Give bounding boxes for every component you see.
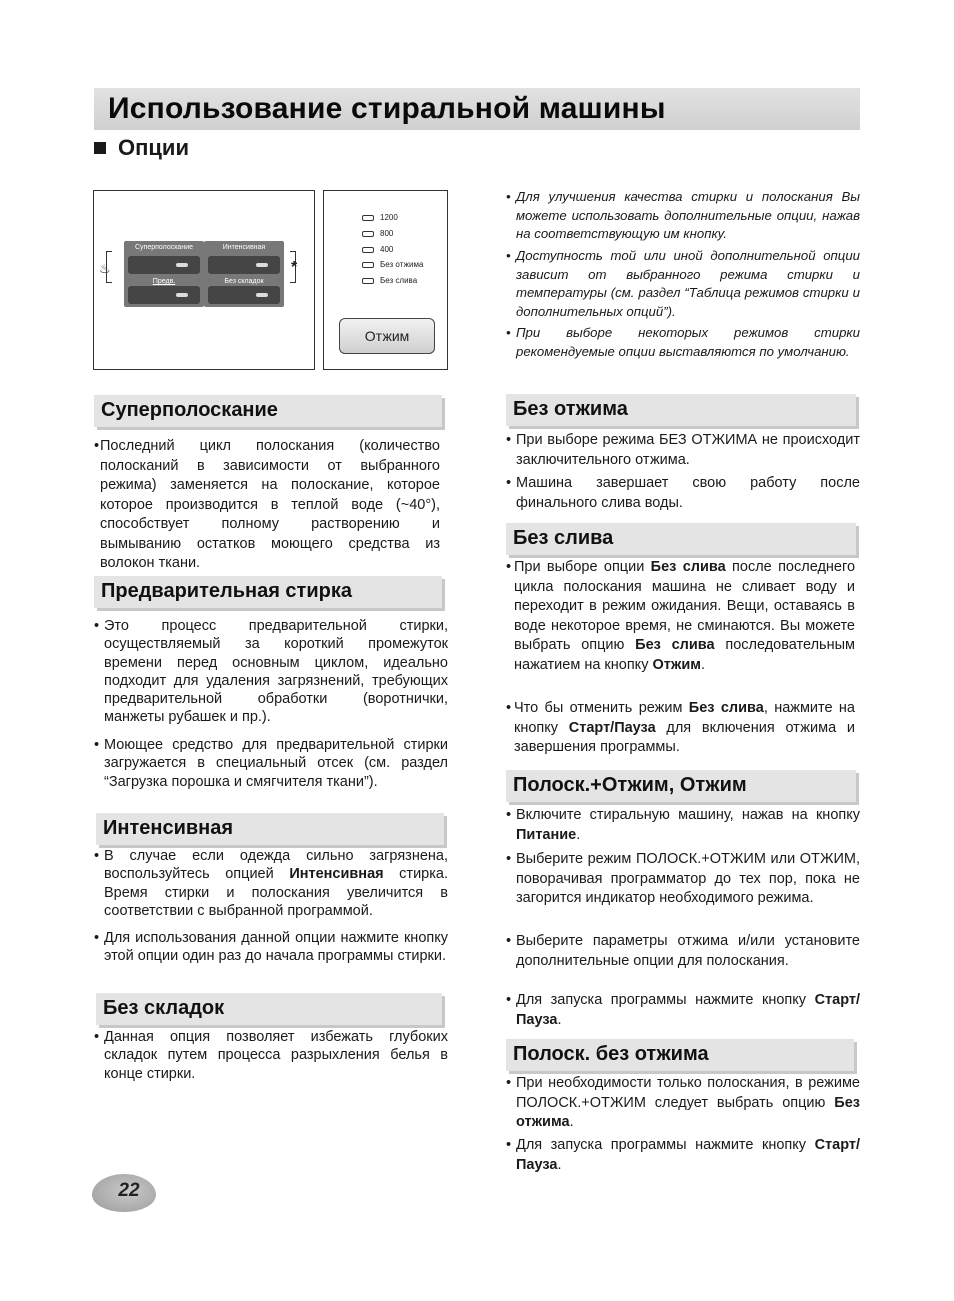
spin-option-label: 400 [380,245,394,254]
spin-led [362,215,374,221]
intensive-label: Интенсивная [222,244,266,251]
superrinse-heading: Суперполоскание [94,395,442,427]
nocrease-button[interactable] [208,286,280,304]
bullet: • [506,325,511,340]
bullet: • [506,851,512,867]
bullet: • [506,1137,512,1153]
superrinse-symbol-icon: ♨ [99,261,111,276]
subtitle-text: Опции [118,135,189,160]
spin-led [362,231,374,237]
rinsenospin-paragraph-2: • Для запуска программы нажмите кнопку Старт/Пауза. [506,1137,860,1173]
intro-paragraph-2: • Доступность той или иной дополнительной опции зависит от выбранного режима стирки и температуры (см. раздел “Таблица режимов стирки и дополнительных опций”). [506,248,860,319]
intro-paragraph-1: • Для улучшения качества стирки и полоскания Вы можете использовать дополнительные опции, нажав на соответствующую им кнопку. [506,189,860,241]
star-icon: * [291,259,298,276]
prewash-label: Предв. [152,278,176,285]
spin-option-label: Без отжима [380,260,424,269]
nospin-paragraph-1: • При выборе режима БЕЗ ОТЖИМА не происходит заключительного отжима. [506,432,860,468]
spin-option-row [362,274,417,287]
prewash-button[interactable] [128,286,200,304]
spin-button[interactable]: Отжим [339,318,435,354]
prewash-led [176,293,188,297]
page-title: Использование стиральной машины [108,92,666,125]
rinsespin-paragraph-4: • Для запуска программы нажмите кнопку Старт/Пауза. [506,992,860,1028]
spin-led [362,247,374,253]
intensive-paragraph-1: • В случае если одежда сильно загрязнена, воспользуйтесь опцией Интенсивная стирка. Время стирки и полоскания увеличится в соответствии с выбранной программой. [94,848,448,919]
intensive-nocrease-block [204,241,284,307]
prewash-paragraph-2: • Моющее средство для предварительной стирки загружается в специальный отсек (см. раздел “Загрузка порошка и смягчителя ткани”). [94,737,448,790]
superrinse-paragraph: • Последний цикл полоскания (количество полосканий в зависимости от выбранного режима) заменяется на полоскание, которое которое производится в теплой воде (~40°), способствует полному растворению и вымыванию остатков моющего средства из волокон ткани. [94,438,440,571]
superrinse-label: Суперполоскание [135,244,193,251]
spin-option-row [362,258,423,271]
superrinse-button[interactable] [128,256,200,274]
bullet: • [506,700,512,716]
intensive-heading: Интенсивная [96,813,444,845]
superrinse-prewash-block [124,241,204,307]
rinsenospin-paragraph-1: • При необходимости только полоскания, в режиме ПОЛОСК.+ОТЖИМ следует выбрать опцию Без отжима. [506,1075,860,1130]
spin-led [362,278,374,284]
bullet: • [506,248,511,263]
bullet: • [94,1029,100,1045]
rinsenospin-heading: Полоск. без отжима [506,1039,854,1071]
bullet: • [506,559,512,575]
spin-option-row [362,211,398,224]
nodrain-paragraph-1: • При выборе опции Без слива после последнего цикла полоскания машина не сливает воду и переходит в режим ожидания. Вещи, оставаясь в воде некоторое время, не сминаются. Вы можете выбрать опцию Без слива последовательным нажатием на кнопку Отжим. [506,559,856,673]
title-bar [94,88,860,130]
intro-paragraph-3: • При выборе некоторых режимов стирки рекомендуемые опции выставляются по умолчанию. [506,325,860,359]
superrinse-led [176,263,188,267]
nocrease-label: Без складок [224,278,264,285]
bullet: • [94,438,100,454]
rinsespin-paragraph-1: • Включите стиральную машину, нажав на кнопку Питание. [506,807,860,843]
bullet: • [506,1075,512,1091]
rinsespin-heading: Полоск.+Отжим, Отжим [506,770,856,802]
spin-option-row [362,227,393,240]
bullet: • [94,848,100,864]
nospin-paragraph-2: • Машина завершает свою работу после финального слива воды. [506,475,860,511]
bullet: • [506,807,512,823]
rinsespin-paragraph-3: • Выберите параметры отжима и/или установите дополнительные опции для полоскания. [506,933,860,969]
bullet: • [94,737,100,753]
spin-option-label: 1200 [380,213,398,222]
nocrease-led [256,293,268,297]
nodrain-paragraph-2: • Что бы отменить режим Без слива, нажмите на кнопку Старт/Пауза для включения отжима и завершения программы. [506,700,855,755]
bullet: • [506,432,512,448]
spin-option-row [362,243,393,256]
bullet: • [94,618,100,634]
nospin-heading: Без отжима [506,394,856,426]
bullet: • [506,189,511,204]
prewash-paragraph-1: • Это процесс предварительной стирки, осуществляемый за короткий промежуток времени перед основным циклом, идеально подходит для удаления загрязнений, требующих предварительной обработки (воротнички, манжеты рубашек и пр.). [94,618,448,726]
nocrease-heading: Без складок [96,993,442,1025]
rinsespin-paragraph-2: • Выберите режим ПОЛОСК.+ОТЖИМ или ОТЖИМ, поворачивая программатор до тех пор, пока не загорится индикатор необходимого режима. [506,851,860,906]
intensive-led [256,263,268,267]
spin-option-label: 800 [380,229,394,238]
prewash-heading: Предварительная стирка [94,576,442,608]
spin-led [362,262,374,268]
options-panel-illustration [93,190,315,370]
intensive-button[interactable] [208,256,280,274]
spin-option-label: Без слива [380,276,418,285]
bullet: • [506,992,512,1008]
spin-panel-illustration [323,190,448,370]
nocrease-paragraph: • Данная опция позволяет избежать глубоких складок путем процесса разрыхления белья в конце стирки. [94,1029,448,1082]
page-number: 22 [118,1180,140,1201]
square-bullet-icon [94,142,106,154]
intensive-paragraph-2: • Для использования данной опции нажмите кнопку этой опции один раз до начала программы стирки. [94,930,448,965]
bullet: • [506,475,512,491]
bullet: • [94,930,100,946]
section-subtitle [94,133,189,163]
bullet: • [506,933,512,949]
nodrain-heading: Без слива [506,523,856,555]
